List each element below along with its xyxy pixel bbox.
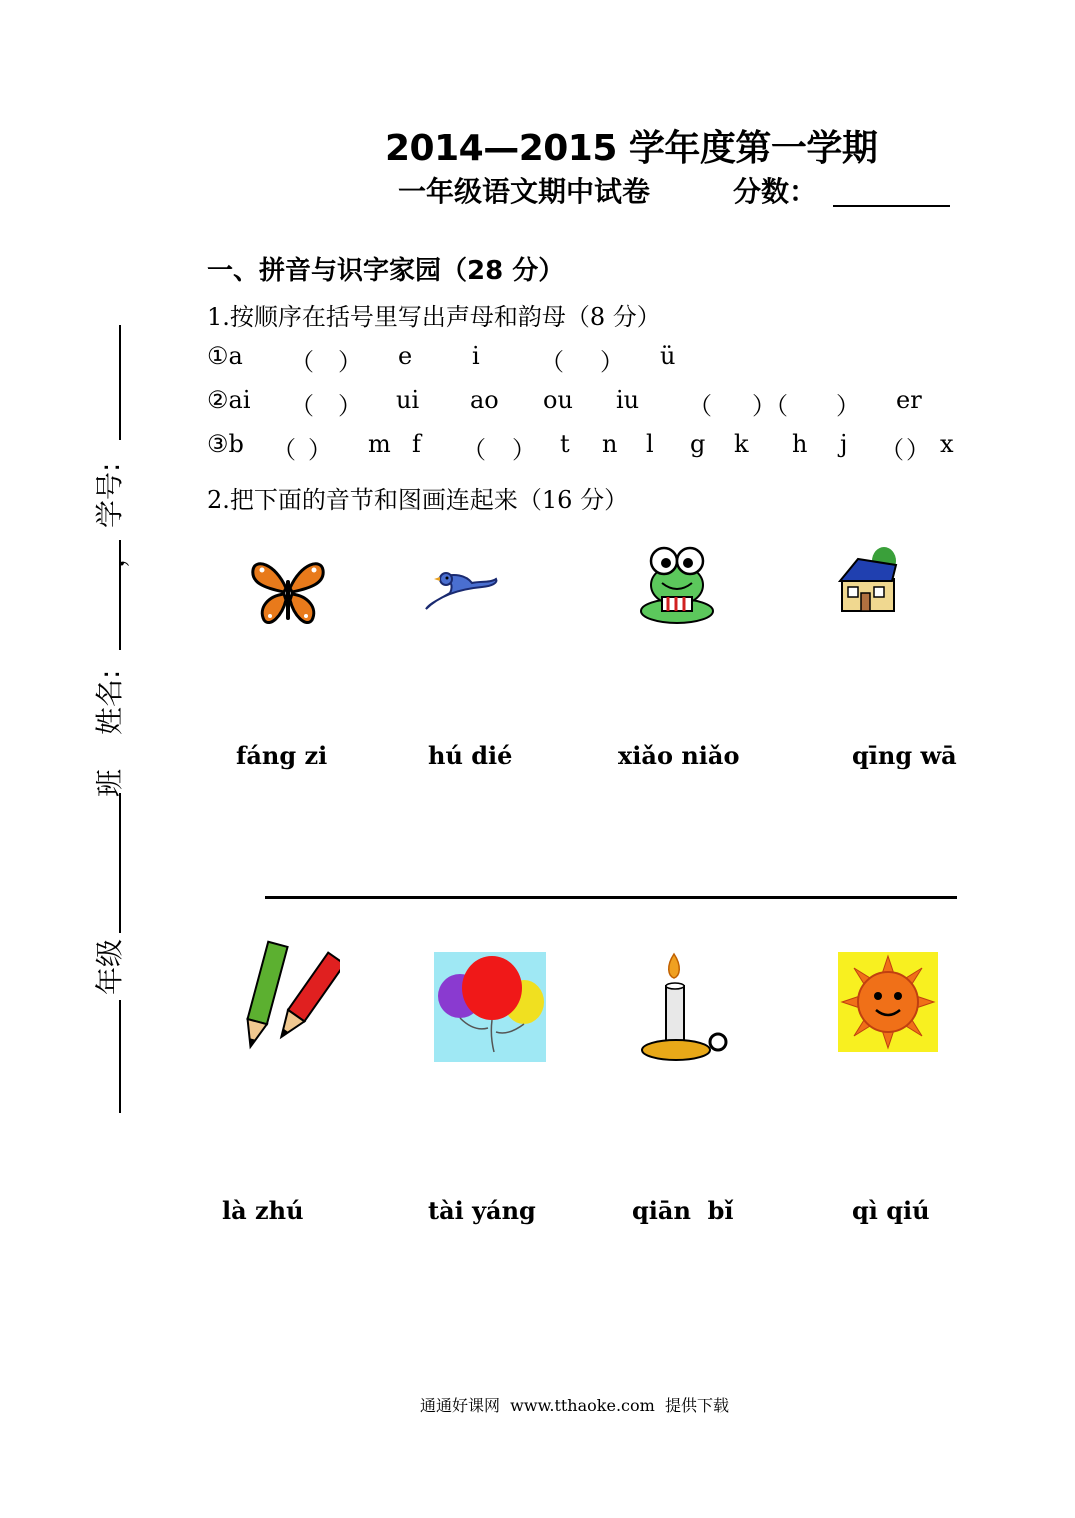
row3-paren-open[interactable]: （ (462, 436, 486, 464)
frog-icon[interactable] (638, 545, 716, 625)
pinyin-label[interactable]: xiǎo niǎo (618, 741, 740, 770)
row2-paren-close: ） (836, 392, 860, 420)
side-line-name[interactable] (119, 793, 121, 933)
candle-icon[interactable] (638, 952, 730, 1068)
row3-paren-close: ） (512, 436, 536, 464)
row1-cell: e (398, 342, 413, 370)
section-divider (265, 896, 957, 899)
section-heading: 一、拼音与识字家园（28 分） (207, 256, 565, 286)
pencils-icon[interactable] (232, 936, 340, 1052)
row1-cell: ①a (207, 342, 243, 370)
score-blank[interactable] (833, 205, 950, 207)
row3-paren-open[interactable]: （ (272, 436, 296, 464)
side-line-top (119, 325, 121, 440)
row2-cell: ②ai (207, 386, 251, 414)
butterfly-icon[interactable] (250, 558, 326, 628)
pinyin-label[interactable]: fáng zi (236, 741, 328, 770)
row3-paren-close: ） (906, 436, 930, 464)
name-label: 姓名: (93, 669, 126, 735)
pinyin-label[interactable]: qiān bǐ (632, 1196, 734, 1225)
row2-paren-open[interactable]: （ (688, 392, 712, 420)
question-2-prompt: 2.把下面的音节和图画连起来（16 分） (207, 486, 629, 514)
row3-cell: k (734, 430, 749, 458)
balloons-icon[interactable] (434, 952, 546, 1062)
student-id-label: 学号: (93, 462, 126, 528)
row1-paren-open[interactable]: （ (290, 348, 314, 376)
row2-paren-open[interactable]: （ (290, 392, 314, 420)
row2-cell: iu (616, 386, 640, 414)
pinyin-label[interactable]: tài yáng (428, 1196, 536, 1225)
row3-cell: h (792, 430, 808, 458)
class-label: 班 (93, 768, 126, 797)
exam-subtitle: 一年级语文期中试卷 (398, 175, 651, 208)
row3-paren-close: ） (308, 436, 332, 464)
row3-cell: g (690, 430, 706, 458)
row3-cell: f (412, 430, 421, 458)
score-label: 分数： (733, 175, 818, 208)
side-comma: ， (97, 539, 130, 568)
row3-cell: n (602, 430, 618, 458)
bird-icon[interactable] (420, 565, 500, 621)
row3-cell: x (940, 430, 954, 458)
pinyin-label[interactable]: qīng wā (852, 741, 957, 770)
pinyin-label[interactable]: hú dié (428, 741, 513, 770)
row3-cell: j (840, 430, 848, 458)
row2-paren-pair[interactable]: ）（ (752, 392, 788, 420)
row3-cell: ③b (207, 430, 244, 458)
row3-cell: t (560, 430, 570, 458)
row2-cell: ao (470, 386, 499, 414)
side-line-grade[interactable] (119, 1000, 121, 1113)
row1-paren-close: ） (600, 348, 624, 376)
row3-paren-open[interactable]: （ (880, 436, 904, 464)
row2-cell: er (896, 386, 922, 414)
row2-cell: ou (543, 386, 573, 414)
row2-paren-close: ） (338, 392, 362, 420)
row3-cell: l (646, 430, 654, 458)
row1-paren-open[interactable]: （ (540, 348, 564, 376)
footer-credit: 通通好课网 www.tthaoke.com 提供下载 (420, 1396, 729, 1415)
row1-cell: i (472, 342, 480, 370)
house-icon[interactable] (838, 545, 900, 615)
row2-cell: ui (396, 386, 420, 414)
row1-cell: ü (660, 342, 676, 370)
pinyin-label[interactable]: qì qiú (852, 1196, 930, 1225)
row3-cell: m (368, 430, 391, 458)
grade-label: 年级 (93, 938, 126, 995)
row1-paren-close: ） (338, 348, 362, 376)
page-title: 2014—2015 学年度第一学期 (385, 128, 878, 169)
sun-icon[interactable] (838, 952, 938, 1052)
pinyin-label[interactable]: là zhú (222, 1196, 304, 1225)
question-1-prompt: 1.按顺序在括号里写出声母和韵母（8 分） (207, 303, 661, 331)
